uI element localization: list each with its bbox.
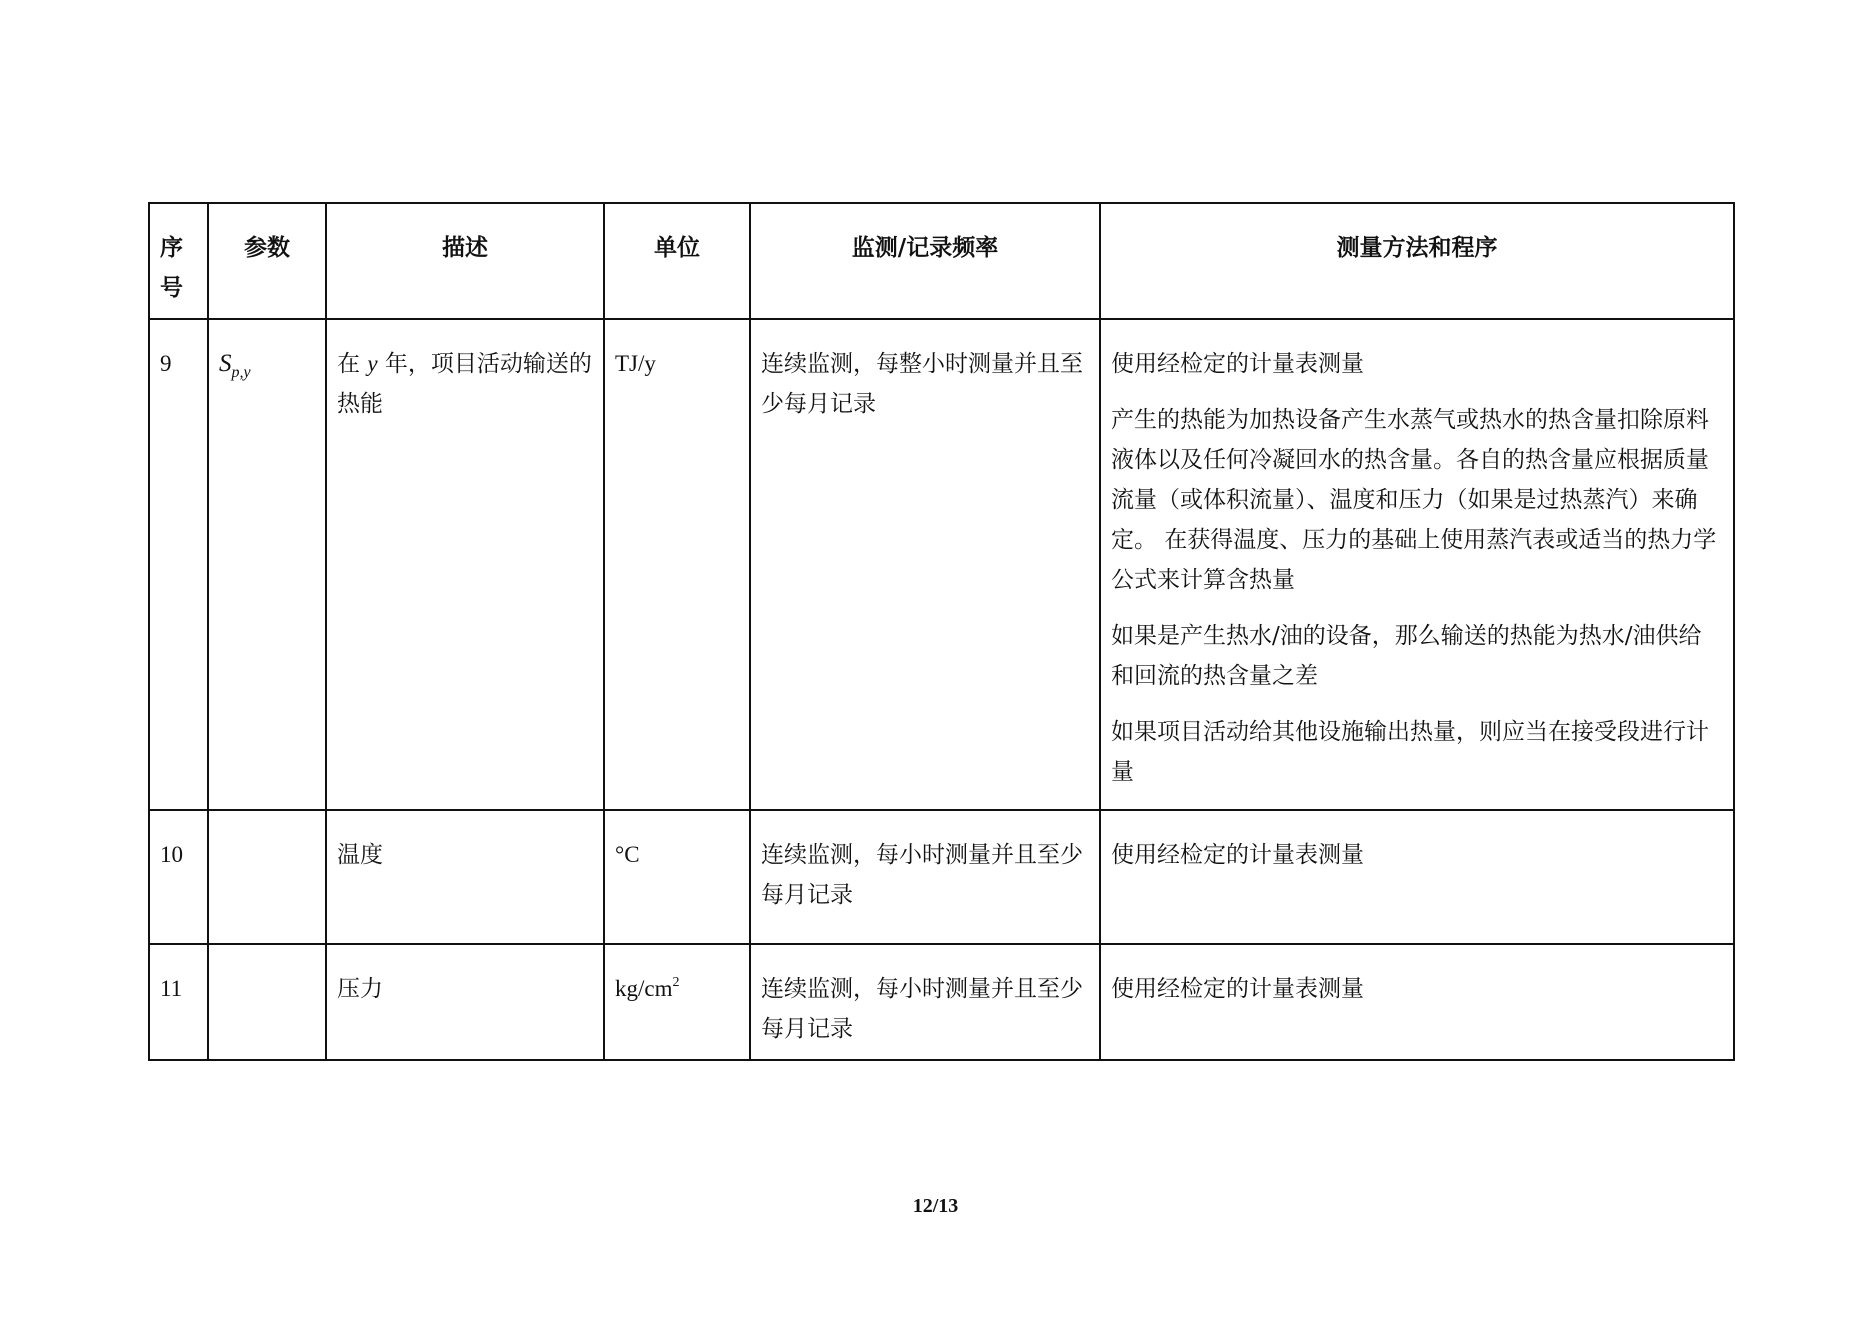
- cell-param: [208, 319, 326, 810]
- desc-suffix: 年，项目活动输送的热能: [337, 351, 592, 417]
- table-row: [149, 319, 1734, 810]
- header-seq: 序号: [149, 203, 208, 319]
- method-paragraph: 如果是产生热水/油的设备，那么输送的热能为热水/油供给和回流的热含量之差: [1111, 623, 1702, 689]
- header-desc: 描述: [326, 203, 604, 319]
- method-paragraph: 如果项目活动给其他设施输出热量，则应当在接受段进行计量: [1111, 719, 1709, 785]
- table-row: [149, 810, 1734, 944]
- method-paragraph: 使用经检定的计量表测量: [1111, 351, 1364, 377]
- cell-seq: 10: [149, 810, 208, 944]
- param-symbol: S: [219, 350, 232, 377]
- header-freq: 监测/记录频率: [750, 203, 1100, 319]
- header-param: 参数: [208, 203, 326, 319]
- header-unit: 单位: [604, 203, 750, 319]
- page-number: 12/13: [912, 1195, 959, 1217]
- cell-method: [1100, 944, 1734, 1060]
- method-paragraph: 产生的热能为加热设备产生水蒸气或热水的热含量扣除原料液体以及任何冷凝回水的热含量。各自的热含量应根据质量流量（或体积流量）、温度和压力（如果是过热蒸汽）来确定。 在获得温度、压力的基础上使用蒸汽表或适当的热力学公式来计算含热量: [1111, 407, 1717, 593]
- cell-freq: 连续监测，每整小时测量并且至少每月记录: [750, 319, 1100, 810]
- cell-unit: [604, 944, 750, 1060]
- table-row: [149, 944, 1734, 1060]
- cell-unit: [604, 810, 750, 944]
- table-header-row: [149, 203, 1734, 319]
- method-paragraph: 使用经检定的计量表测量: [1111, 976, 1364, 1002]
- cell-desc: 压力: [326, 944, 604, 1060]
- desc-var: y: [367, 351, 378, 376]
- cell-unit: [604, 319, 750, 810]
- method-paragraph: 使用经检定的计量表测量: [1111, 842, 1364, 868]
- unit-superscript: 2: [672, 975, 680, 990]
- cell-method: [1100, 810, 1734, 944]
- param-subscript: p,y: [231, 364, 251, 381]
- header-method: 测量方法和程序: [1100, 203, 1734, 319]
- cell-seq: 9: [149, 319, 208, 810]
- cell-param: [208, 944, 326, 1060]
- unit-base: kg/cm: [615, 976, 673, 1001]
- desc-prefix: 在: [337, 351, 360, 377]
- monitoring-parameter-table: [148, 202, 1735, 1061]
- cell-desc: [326, 319, 604, 810]
- cell-param: [208, 810, 326, 944]
- cell-freq: 连续监测，每小时测量并且至少每月记录: [750, 810, 1100, 944]
- cell-method: [1100, 319, 1734, 810]
- unit-base: TJ/y: [615, 351, 656, 376]
- cell-desc: 温度: [326, 810, 604, 944]
- cell-seq: 11: [149, 944, 208, 1060]
- unit-base: °C: [615, 842, 640, 867]
- cell-freq: 连续监测，每小时测量并且至少每月记录: [750, 944, 1100, 1060]
